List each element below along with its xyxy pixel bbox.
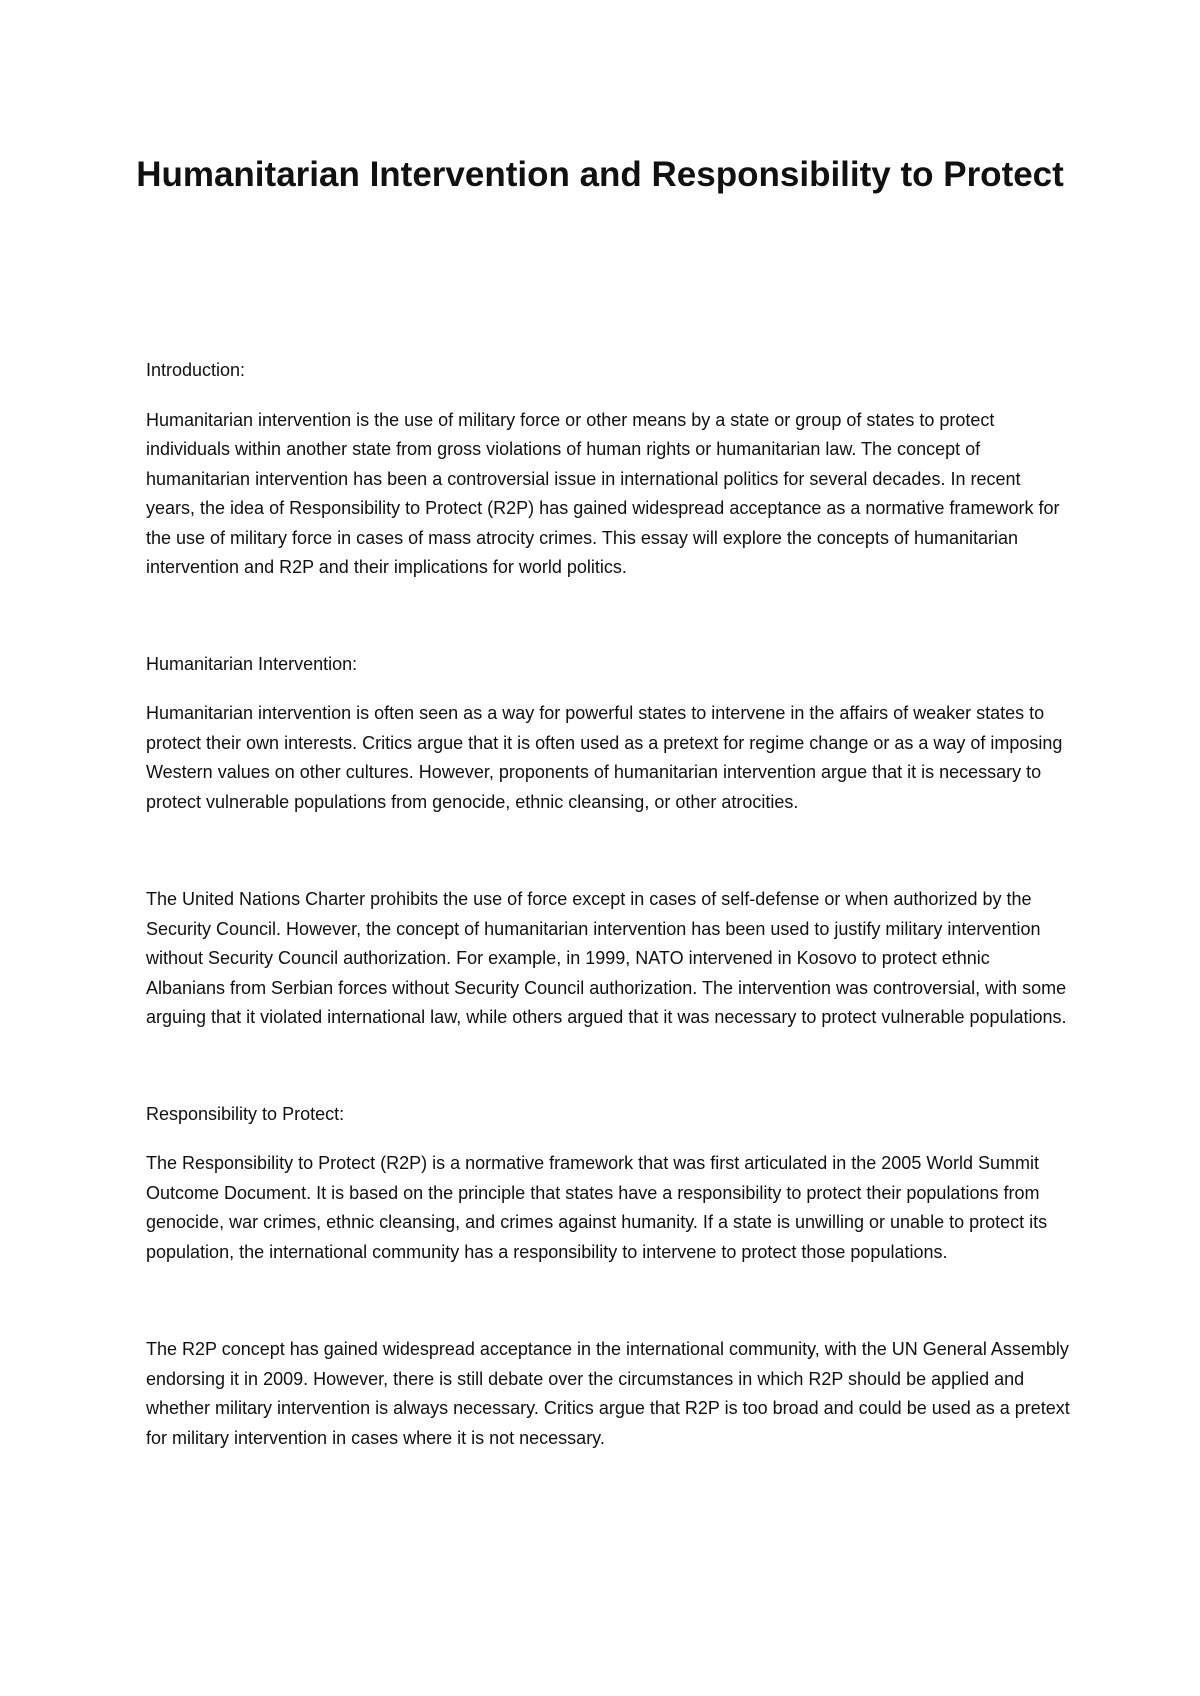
paragraph-introduction: Humanitarian intervention is the use of military force or other means by a state or group of states to protect individuals within another state from gross violations of human rights or humanitarian law. The concept of humanitarian intervention has been a controversial issue in international politics for several decades. In recent years, the idea of Responsibility to Protect (R2P) has gained widespread acceptance as a normative framework for the use of military force in cases of mass atrocity crimes. This essay will explore the concepts of humanitarian intervention and R2P and their implications for world politics. xyxy=(146,409,1060,577)
section-heading-introduction: Introduction: xyxy=(146,360,246,380)
paragraph-humanitarian-intervention-1: Humanitarian intervention is often seen as a way for powerful states to intervene in the affairs of weaker states to protect their own interests. Critics argue that it is often used as a pretext for regime change or as a way of imposing Western values on other cultures. However, proponents of humanitarian intervention argue that it is necessary to protect vulnerable populations from genocide, ethnic cleansing, or other atrocities. xyxy=(146,703,1063,812)
document-title: Humanitarian Intervention and Responsibility to Protect xyxy=(136,155,1064,194)
paragraph-humanitarian-intervention-2: The United Nations Charter prohibits the use of force except in cases of self-defense or when authorized by the Security Council. However, the concept of humanitarian intervention has been used to justify military intervention without Security Council authorization. For example, in 1999, NATO intervened in Kosovo to protect ethnic Albanians from Serbian forces without Security Council authorization. The intervention was controversial, with some arguing that it violated international law, while others argued that it was necessary to protect vulnerable populations. xyxy=(146,889,1067,1027)
section-heading-responsibility-to-protect: Responsibility to Protect: xyxy=(146,1103,345,1124)
paragraph-responsibility-to-protect-1: The Responsibility to Protect (R2P) is a normative framework that was first articulated in the 2005 World Summit Outcome Document. It is based on the principle that states have a responsibility to protect their populations from genocide, war crimes, ethnic cleansing, and crimes against humanity. If a state is unwilling or unable to protect its population, the international community has a responsibility to intervene to protect those populations. xyxy=(146,1153,1048,1262)
section-heading-humanitarian-intervention: Humanitarian Intervention: xyxy=(146,653,358,674)
document-body xyxy=(146,356,1071,1453)
paragraph-responsibility-to-protect-2: The R2P concept has gained widespread acceptance in the international community, with the UN General Assembly endorsing it in 2009. However, there is still debate over the circumstances in which R2P should be applied and whether military intervention is always necessary. Critics argue that R2P is too broad and could be used as a pretext for military intervention in cases where it is not necessary. xyxy=(146,1339,1070,1448)
